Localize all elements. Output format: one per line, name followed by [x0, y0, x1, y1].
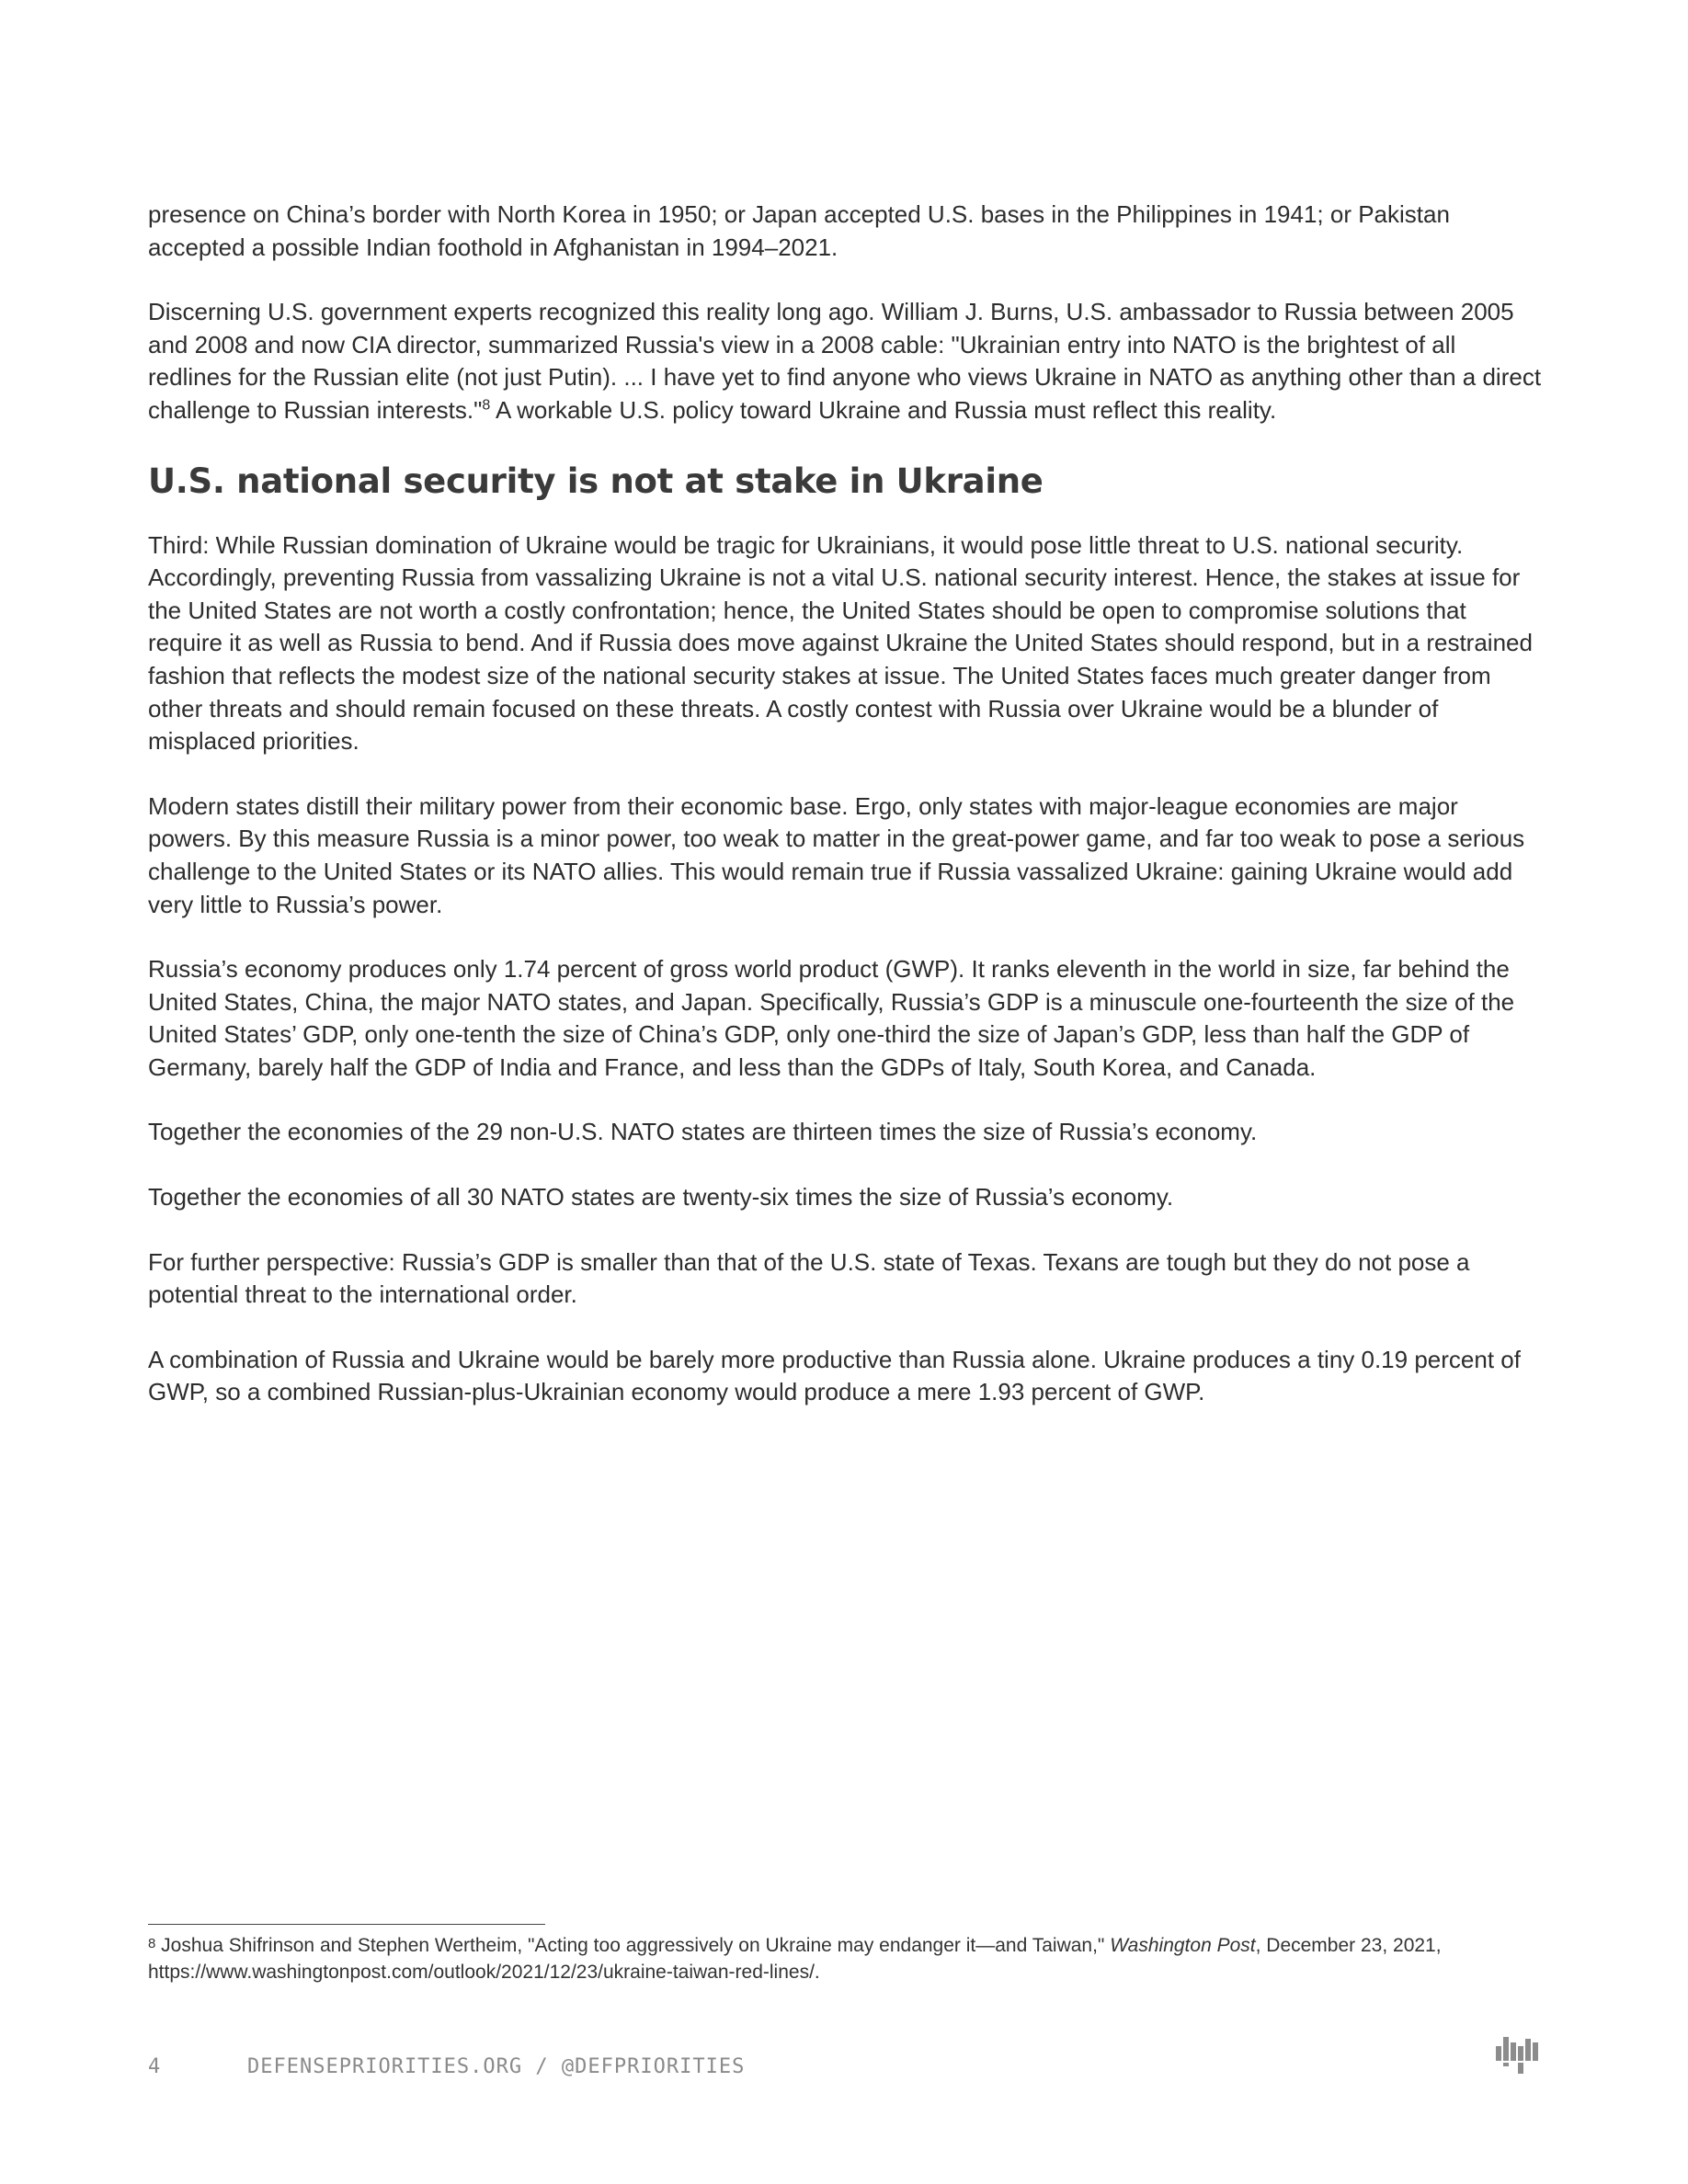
- paragraph-2: [148, 296, 1545, 427]
- paragraph-9: A combination of Russia and Ukraine would be barely more productive than Russia alone. Ukraine produces a tiny 0.19 percent of GWP, so a combined Russian-plus-Ukrainian economy would produce a mere 1.93 percent of GWP.: [148, 1345, 1521, 1406]
- paragraph-1: presence on China’s border with North Korea in 1950; or Japan accepted U.S. bases in the Philippines in 1941; or Pakistan accepted a possible Indian foothold in Afghanistan in 1994–2021.: [148, 200, 1450, 261]
- paragraph-8: For further perspective: Russia’s GDP is smaller than that of the U.S. state of Texas. Texans are tough but they do not pose a potential threat to the international order.: [148, 1247, 1470, 1309]
- paragraph-7: Together the economies of all 30 NATO states are twenty-six times the size of Russia’s economy.: [148, 1183, 1174, 1211]
- paragraph-2-tail: A workable U.S. policy toward Ukraine and Russia must reflect this reality.: [490, 395, 1277, 424]
- footnote-text-after[interactable]: , December 23, 2021, https://www.washingtonpost.com/outlook/2021/12/23/ukraine-taiwan-red-lines/.: [148, 1935, 1442, 1983]
- footnote-text-before: Joshua Shifrinson and Stephen Wertheim, "Acting too aggressively on Ukraine may endanger it—and Taiwan,": [155, 1935, 1111, 1956]
- footer-site-link[interactable]: DEFENSEPRIORITIES.ORG / @DEFPRIORITIES: [247, 2055, 746, 2078]
- footnote-reference[interactable]: 8: [482, 397, 491, 414]
- defense-priorities-logo-icon: [1496, 2033, 1538, 2074]
- main-content: [148, 199, 1545, 1441]
- section-heading: U.S. national security is not at stake in Ukraine: [148, 461, 1044, 501]
- paragraph-6: Together the economies of the 29 non-U.S. NATO states are thirteen times the size of Russia’s economy.: [148, 1118, 1258, 1146]
- paragraph-2-text: Discerning U.S. government experts recognized this reality long ago. William J. Burns, U.S. ambassador to Russia between 2005 and 2008 and now CIA director, summarized Russia's view in a 2008 cable: "Ukrainian entry into NATO is the brightest of all redlines for the Russian elite (not just Putin). ... I have yet to find anyone who views Ukraine in NATO as anything other than a direct challenge to Russian interests.": [148, 298, 1542, 424]
- paragraph-3: Third: While Russian domination of Ukraine would be tragic for Ukrainians, it would pose little threat to U.S. national security. Accordingly, preventing Russia from vassalizing Ukraine is not a vital U.S. national security interest. Hence, the stakes at issue for the United States are not worth a costly confrontation; hence, the United States should be open to compromise solutions that require it as well as Russia to bend. And if Russia does move against Ukraine the United States should respond, but in a restrained fashion that reflects the modest size of the national security stakes at issue. The United States faces much greater danger from other threats and should remain focused on these threats. A costly contest with Russia over Ukraine would be a blunder of misplaced priorities.: [148, 530, 1533, 756]
- paragraph-4: Modern states distill their military power from their economic base. Ergo, only states with major-league economies are major powers. By this measure Russia is a minor power, too weak to matter in the great-power game, and far too weak to pose a serious challenge to the United States or its NATO allies. This would remain true if Russia vassalized Ukraine: gaining Ukraine would add very little to Russia’s power.: [148, 791, 1525, 918]
- paragraph-5: Russia’s economy produces only 1.74 percent of gross world product (GWP). It ranks eleventh in the world in size, far behind the United States, China, the major NATO states, and Japan. Specifically, Russia’s GDP is a minuscule one-fourteenth the size of the United States’ GDP, only one-tenth the size of China’s GDP, only one-third the size of Japan’s GDP, less than half the GDP of Germany, barely half the GDP of India and France, and less than the GDPs of Italy, South Korea, and Canada.: [148, 955, 1515, 1081]
- footnote-publication: Washington Post: [1110, 1935, 1256, 1956]
- page-footer: [148, 2055, 1545, 2088]
- page-number: 4: [148, 2055, 162, 2078]
- footnote-number: 8: [148, 1936, 156, 1951]
- footnote-divider: [148, 1924, 545, 1925]
- footnote: [148, 1930, 1545, 1985]
